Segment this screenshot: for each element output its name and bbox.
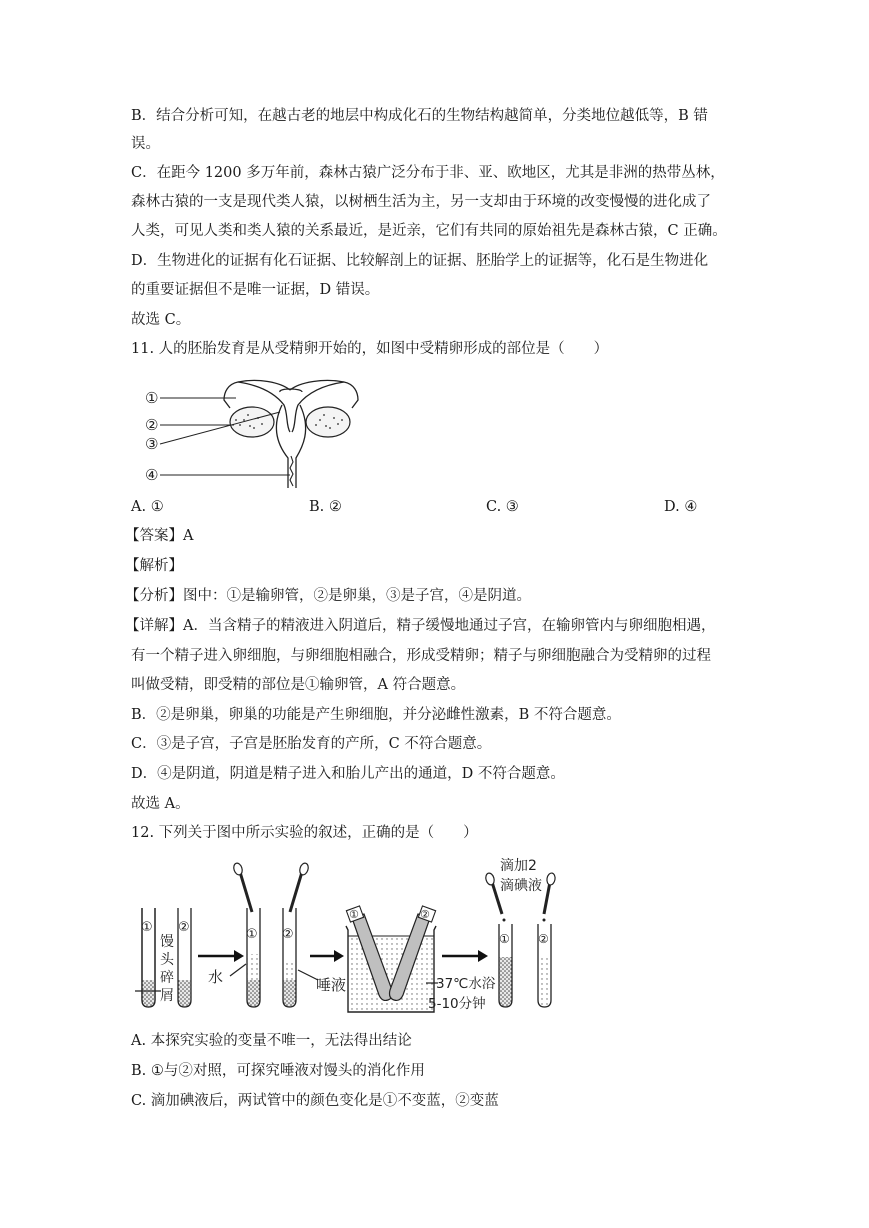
- q12-option-c: C. 滴加碘液后，两试管中的颜色变化是①不变蓝，②变蓝: [131, 1093, 499, 1109]
- bath-tube2-label: ②: [420, 908, 430, 921]
- label-2: ②: [145, 416, 159, 434]
- q10-option-d-line-1: D．生物进化的证据有化石证据、比较解剖上的证据、胚胎学上的证据等，化石是生物进化: [131, 253, 709, 269]
- label-4: ④: [145, 466, 159, 484]
- q10-option-c-line-1: C．在距今 1200 多万年前，森林古猿广泛分布于非、亚、欧地区，尤其是非洲的热带丛林，: [131, 165, 725, 181]
- q12-stem: 12. 下列关于图中所示实验的叙述，正确的是（ ）: [131, 825, 478, 841]
- q11-option-a: A. ①: [131, 499, 164, 515]
- stage2-tube-2: [283, 908, 296, 1007]
- q11-detail-line-3: 叫做受精，即受精的部位是①输卵管，A 符合题意。: [131, 677, 466, 693]
- bath-time-label: 5-10分钟: [428, 996, 486, 1012]
- q10-option-d-line-2: 的重要证据但不是唯一证据，D 错误。: [131, 282, 380, 298]
- mantou-char-2: 头: [160, 952, 174, 968]
- mantou-char-3: 碎: [160, 970, 174, 986]
- right-ovary: [306, 407, 350, 437]
- mantou-char-1: 馒: [160, 934, 174, 950]
- q10-option-c-line-3: 人类，可见人类和类人猿的关系最近，是近亲，它们有共同的原始祖先是森林古猿，C 正确。: [131, 223, 727, 239]
- label-3: ③: [145, 435, 159, 453]
- q10-option-c-line-2: 森林古猿的一支是现代类人猿，以树栖生活为主，另一支却由于环境的改变慢慢的进化成了: [131, 194, 711, 210]
- bath-temperature-label: 37℃水浴: [436, 976, 496, 992]
- q11-analysis: 【分析】图中：①是输卵管，②是卵巢，③是子宫，④是阴道。: [125, 588, 531, 604]
- q10-option-b-line-2: 误。: [131, 136, 160, 152]
- stage2-tube1-label: ①: [246, 927, 258, 942]
- q12-option-a: A. 本探究实验的变量不唯一，无法得出结论: [131, 1033, 412, 1049]
- q11-detail-b: B．②是卵巢，卵巢的功能是产生卵细胞，并分泌雌性激素，B 不符合题意。: [131, 707, 621, 723]
- reproductive-system-figure: [140, 370, 410, 492]
- stage4-tube2-label: ②: [538, 932, 549, 946]
- stage2-tube2-label: ②: [282, 927, 294, 942]
- bath-tube1-label: ①: [349, 908, 359, 921]
- iodine-label-line-1: 滴加2: [500, 858, 537, 874]
- q11-option-c: C. ③: [486, 499, 519, 515]
- q11-detail-d: D．④是阴道，阴道是精子进入和胎儿产出的通道，D 不符合题意。: [131, 766, 565, 782]
- q11-conclusion: 故选 A。: [131, 796, 190, 812]
- q11-stem: 11. 人的胚胎发育是从受精卵开始的，如图中受精卵形成的部位是（ ）: [131, 341, 609, 357]
- stage2-tube-1: [247, 908, 260, 1007]
- q10-option-b-line-1: B．结合分析可知，在越古老的地层中构成化石的生物结构越简单，分类地位越低等，B 错: [131, 108, 708, 124]
- stage2-dropper-2: [290, 862, 310, 912]
- q11-option-d: D. ④: [664, 499, 698, 515]
- left-ovary: [230, 407, 274, 437]
- saliva-label: 唾液: [316, 976, 347, 994]
- digestion-experiment-figure: [130, 852, 580, 1017]
- q11-detail-line-2: 有一个精子进入卵细胞，与卵细胞相融合，形成受精卵；精子与卵细胞融合为受精卵的过程: [131, 648, 711, 664]
- mantou-char-4: 屑: [160, 988, 174, 1004]
- label-1: ①: [145, 389, 159, 407]
- stage1-tube2-label: ②: [178, 920, 190, 935]
- q11-option-b: B. ②: [309, 499, 342, 515]
- stage4-dropper-2: [543, 872, 556, 921]
- stage4-tube1-label: ①: [499, 932, 510, 946]
- q11-detail-c: C．③是子宫，子宫是胚胎发育的产所，C 不符合题意。: [131, 736, 492, 752]
- q11-analysis-title: 【解析】: [125, 558, 183, 574]
- iodine-label-line-2: 滴碘液: [500, 878, 542, 894]
- q10-conclusion: 故选 C。: [131, 312, 191, 328]
- q12-option-b: B. ①与②对照，可探究唾液对馒头的消化作用: [131, 1063, 425, 1079]
- q11-answer: 【答案】A: [125, 528, 194, 544]
- stage1-tube1-label: ①: [141, 920, 153, 935]
- q11-detail-line-1: 【详解】A．当含精子的精液进入阴道后，精子缓慢地通过子宫，在输卵管内与卵细胞相遇，: [125, 618, 716, 634]
- stage2-dropper-1: [232, 862, 252, 912]
- water-label: 水: [208, 968, 224, 986]
